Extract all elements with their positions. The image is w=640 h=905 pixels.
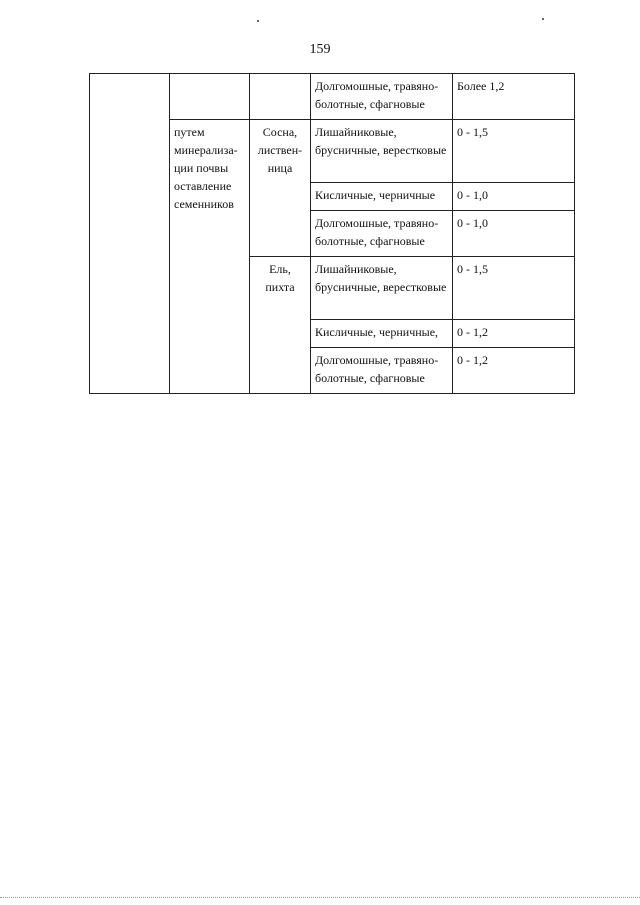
value-cell: 0 - 1,2: [453, 320, 575, 348]
species-cell: [250, 74, 311, 120]
scan-edge-line: [0, 897, 640, 899]
forest-type-cell: Кисличные, черничные: [311, 183, 453, 211]
value-cell: 0 - 1,5: [453, 120, 575, 183]
value-cell: 0 - 1,2: [453, 348, 575, 394]
forest-type-cell: Лишайниковые, брусничные, верестковые: [311, 257, 453, 320]
value-cell: 0 - 1,0: [453, 183, 575, 211]
table-row: [90, 74, 575, 120]
value-cell: Более 1,2: [453, 74, 575, 120]
left-blank-cell: [90, 74, 170, 394]
forest-type-cell: Долгомошные, травяно-болотные, сфагновые: [311, 348, 453, 394]
method-cell: путем минерализа-ции почвы оставление семенников: [170, 120, 250, 394]
forest-type-cell: Кисличные, черничные,: [311, 320, 453, 348]
scan-speck: [542, 18, 544, 20]
forest-type-cell: Долгомошные, травяно-болотные, сфагновые: [311, 211, 453, 257]
species-cell: Ель, пихта: [250, 257, 311, 394]
forest-regeneration-table: [89, 73, 575, 394]
scan-speck: [257, 20, 259, 22]
species-cell: Сосна, листвен-ница: [250, 120, 311, 257]
page-number: 159: [309, 42, 331, 57]
method-cell: [170, 74, 250, 120]
value-cell: 0 - 1,5: [453, 257, 575, 320]
forest-type-cell: Лишайниковые, брусничные, верестковые: [311, 120, 453, 183]
forest-type-cell: Долгомошные, травяно-болотные, сфагновые: [311, 74, 453, 120]
value-cell: 0 - 1,0: [453, 211, 575, 257]
